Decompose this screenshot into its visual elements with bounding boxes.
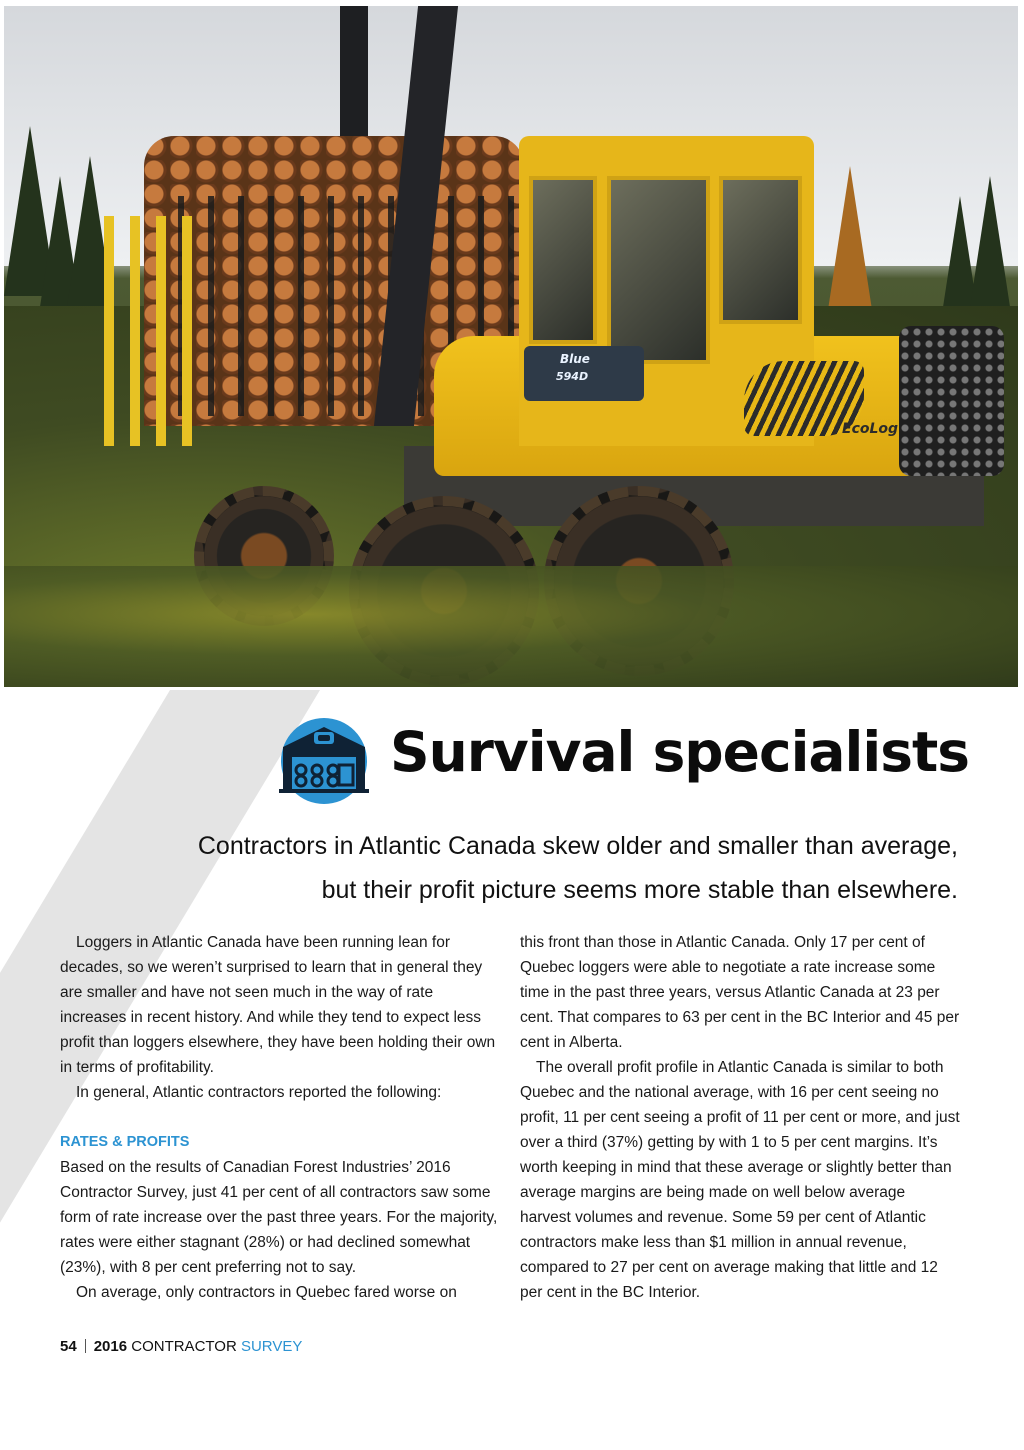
- photo-cab-window: [607, 176, 710, 364]
- photo-model-panel: [524, 346, 644, 401]
- article-column-left: [60, 930, 500, 1305]
- garage-building-icon: [279, 717, 369, 805]
- footer-year: 2016: [93, 1338, 128, 1355]
- paragraph: In general, Atlantic contractors reported the following:: [76, 1084, 442, 1101]
- section-heading: RATES & PROFITS: [60, 1134, 190, 1150]
- page-number: 54: [60, 1338, 77, 1355]
- photo-bunk-posts: [104, 216, 204, 446]
- paragraph: The overall profit profile in Atlantic Canada is similar to both Quebec and the national average, with 16 per cent seeing no profit, 11 per cent seeing a profit of 11 per cent or more, and just over a third (37%) getting by with 1 to 5 per cent margins. It’s worth keeping in mind that these average or slightly better than average margins are being made on well below average harvest volumes and revenue. Some 59 per cent of Atlantic contractors make less than $1 million in annual revenue, compared to 27 per cent on average making that little and 12 per cent in the BC Interior.: [520, 1059, 960, 1301]
- photo-make-label: EcoLog: [842, 421, 899, 437]
- article-subtitle-line-1: Contractors in Atlantic Canada skew older and smaller than average,: [197, 832, 958, 860]
- article-title: Survival specialists: [390, 720, 970, 784]
- photo-cab-window: [719, 176, 802, 324]
- paragraph: Loggers in Atlantic Canada have been running lean for decades, so we weren’t surprised to learn that in general they are smaller and have not seen much in the way of rate increases in recent history. And while they tend to expect less profit than loggers elsewhere, they have been holding their own in terms of profitability.: [60, 934, 496, 1076]
- photo-grille: [899, 326, 1004, 476]
- paragraph: On average, only contractors in Quebec fared worse on: [76, 1284, 457, 1301]
- paragraph: Based on the results of Canadian Forest Industries’ 2016 Contractor Survey, just 41 per cent of all contractors saw some form of rate increase over the past three years. For the majority, rates were either stagnant (28%) or had declined somewhat (23%), with 8 per cent preferring not to say.: [60, 1159, 498, 1276]
- page-footer: [60, 1338, 302, 1355]
- photo-cab-window: [529, 176, 597, 344]
- article-column-right: [520, 930, 960, 1305]
- photo-model-label: 594D: [556, 370, 589, 383]
- photo-undergrowth: [4, 566, 1018, 687]
- photo-crane: [340, 6, 368, 156]
- paragraph: this front than those in Atlantic Canada. Only 17 per cent of Quebec loggers were able to negotiate a rate increase some time in the past three years, versus Atlantic Canada at 23 per cent. That compares to 63 per cent in the BC Interior and 45 per cent in Alberta.: [520, 934, 960, 1051]
- footer-word-contractor: CONTRACTOR: [131, 1338, 237, 1355]
- footer-word-survey: SURVEY: [240, 1338, 303, 1355]
- footer-divider: [85, 1339, 86, 1353]
- hero-photo: [4, 6, 1018, 687]
- article-subtitle-line-2: but their profit picture seems more stable than elsewhere.: [321, 876, 958, 904]
- photo-brand-label: Blue: [560, 352, 590, 366]
